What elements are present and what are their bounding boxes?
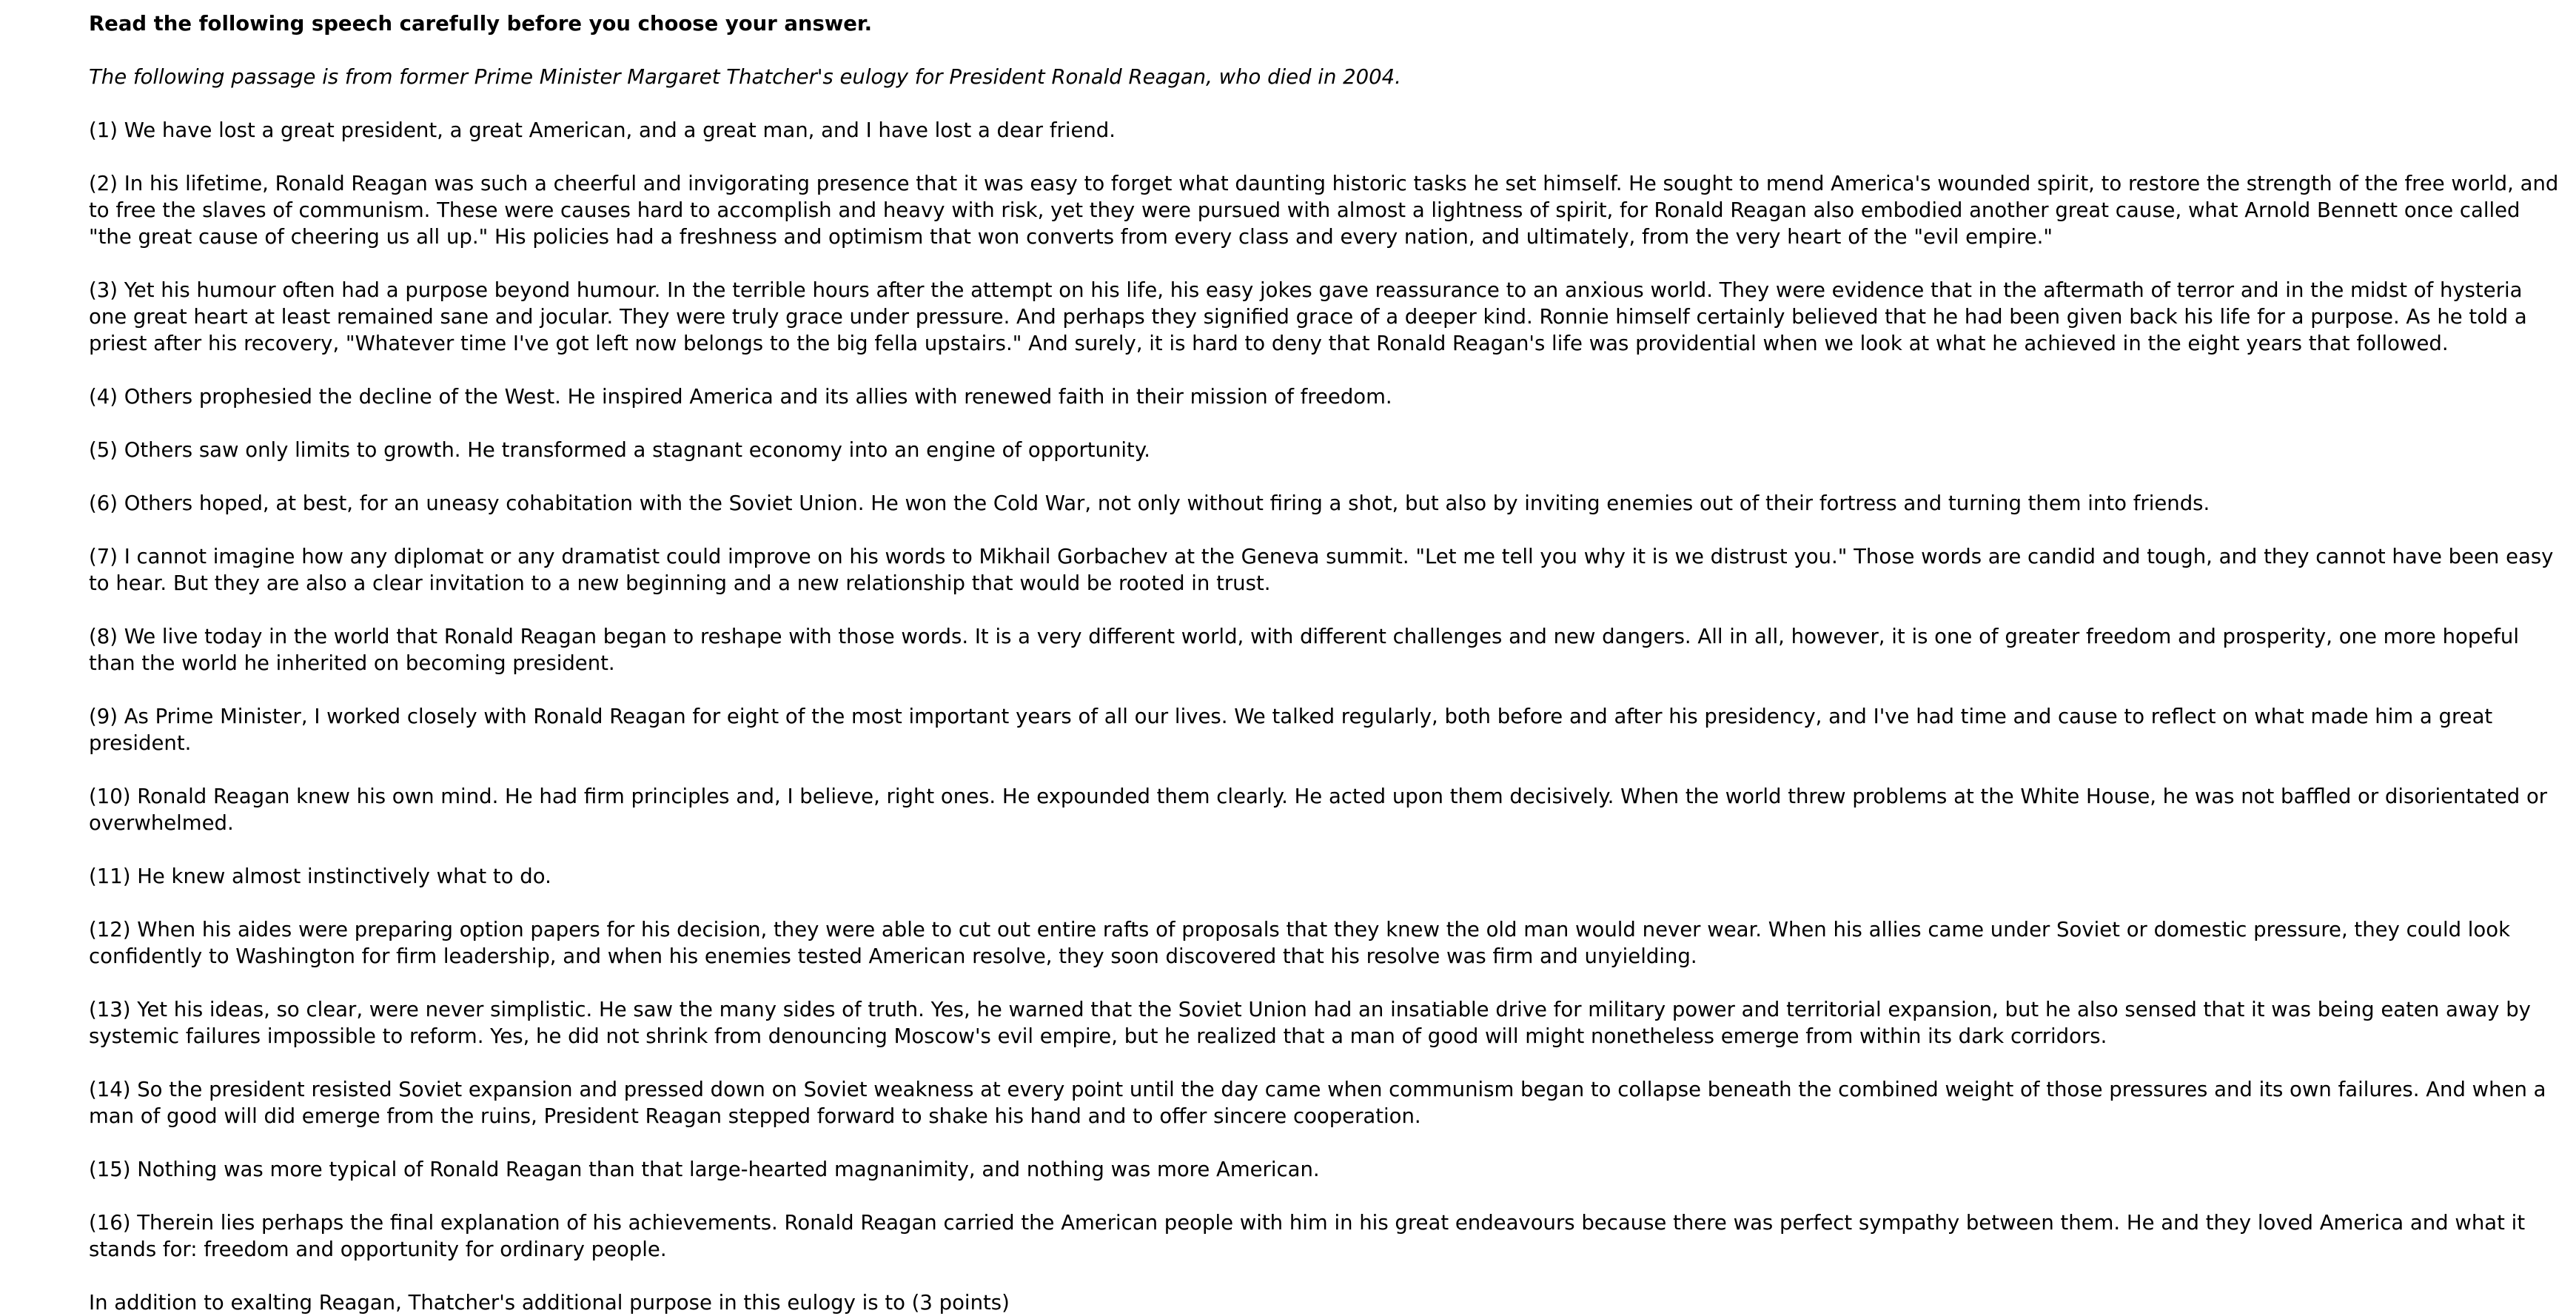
instructions-text: Read the following speech carefully before you choose your answer. [89, 12, 873, 36]
passage-document [89, 10, 2561, 1316]
paragraph-11: (11) He knew almost instinctively what to do. [89, 865, 551, 888]
paragraph-16: (16) Therein lies perhaps the final explanation of his achievements. Ronald Reagan carried the American people with him in his great endeavours because there was perfect sympathy between them. He and they loved America and what it stands for: freedom and opportunity for ordinary people. [89, 1211, 2526, 1261]
paragraph-7: (7) I cannot imagine how any diplomat or any dramatist could improve on his words to Mikhail Gorbachev at the Geneva summit. "Let me tell you why it is we distrust you." Those words are candid and tough, and they cannot have been easy to hear. But they are also a clear invitation to a new beginning and a new relationship that would be rooted in trust. [89, 545, 2554, 595]
paragraph-12: (12) When his aides were preparing option papers for his decision, they were able to cut out entire rafts of proposals that they knew the old man would never wear. When his allies came under Soviet or domestic pressure, they could look confidently to Washington for firm leadership, and when his enemies tested American resolve, they soon discovered that his resolve was firm and unyielding. [89, 918, 2511, 968]
passage-intro: The following passage is from former Prime Minister Margaret Thatcher's eulogy for President Ronald Reagan, who died in 2004. [89, 65, 1401, 89]
paragraph-4: (4) Others prophesied the decline of the West. He inspired America and its allies with renewed faith in their mission of freedom. [89, 385, 1392, 409]
paragraph-9: (9) As Prime Minister, I worked closely with Ronald Reagan for eight of the most important years of all our lives. We talked regularly, both before and after his presidency, and I've had time and cause to reflect on what made him a great president. [89, 705, 2493, 755]
paragraph-5: (5) Others saw only limits to growth. He transformed a stagnant economy into an engine of opportunity. [89, 438, 1150, 462]
paragraph-13: (13) Yet his ideas, so clear, were never simplistic. He saw the many sides of truth. Yes, he warned that the Soviet Union had an insatiable drive for military power and territorial expansion, but he also sensed that it was being eaten away by systemic failures impossible to reform. Yes, he did not shrink from denouncing Moscow's evil empire, but he realized that a man of good will might nonetheless emerge from within its dark corridors. [89, 998, 2531, 1048]
paragraph-6: (6) Others hoped, at best, for an uneasy cohabitation with the Soviet Union. He won the Cold War, not only without firing a shot, but also by inviting enemies out of their fortress and turning them into friends. [89, 491, 2210, 515]
paragraph-8: (8) We live today in the world that Ronald Reagan began to reshape with those words. It is a very different world, with different challenges and new dangers. All in all, however, it is one of greater freedom and prosperity, one more hopeful than the world he inherited on becoming president. [89, 625, 2519, 675]
paragraph-14: (14) So the president resisted Soviet expansion and pressed down on Soviet weakness at every point until the day came when communism began to collapse beneath the combined weight of those pressures and its own failures. And when a man of good will did emerge from the ruins, President Reagan stepped forward to shake his hand and to offer sincere cooperation. [89, 1078, 2546, 1128]
paragraph-1: (1) We have lost a great president, a great American, and a great man, and I have lost a dear friend. [89, 118, 1116, 142]
paragraph-3: (3) Yet his humour often had a purpose beyond humour. In the terrible hours after the attempt on his life, his easy jokes gave reassurance to an anxious world. They were evidence that in the aftermath of terror and in the midst of hysteria one great heart at least remained sane and jocular. They were truly grace under pressure. And perhaps they signified grace of a deeper kind. Ronnie himself certainly believed that he had been given back his life for a purpose. As he told a priest after his recovery, "Whatever time I've got left now belongs to the big fella upstairs." And surely, it is hard to deny that Ronald Reagan's life was providential when we look at what he achieved in the eight years that followed. [89, 278, 2527, 355]
paragraph-15: (15) Nothing was more typical of Ronald Reagan than that large-hearted magnanimity, and nothing was more American. [89, 1158, 1320, 1181]
paragraph-10: (10) Ronald Reagan knew his own mind. He had firm principles and, I believe, right ones. He expounded them clearly. He acted upon them decisively. When the world threw problems at the White House, he was not baffled or disorientated or overwhelmed. [89, 785, 2548, 835]
paragraph-2: (2) In his lifetime, Ronald Reagan was such a cheerful and invigorating presence that it was easy to forget what daunting historic tasks he set himself. He sought to mend America's wounded spirit, to restore the strength of the free world, and to free the slaves of communism. These were causes hard to accomplish and heavy with risk, yet they were pursued with almost a lightness of spirit, for Ronald Reagan also embodied another great cause, what Arnold Bennett once called "the great cause of cheering us all up." His policies had a freshness and optimism that won converts from every class and every nation, and ultimately, from the very heart of the "evil empire." [89, 172, 2559, 249]
question-stem: In addition to exalting Reagan, Thatcher's additional purpose in this eulogy is to (3 points) [89, 1291, 1010, 1315]
